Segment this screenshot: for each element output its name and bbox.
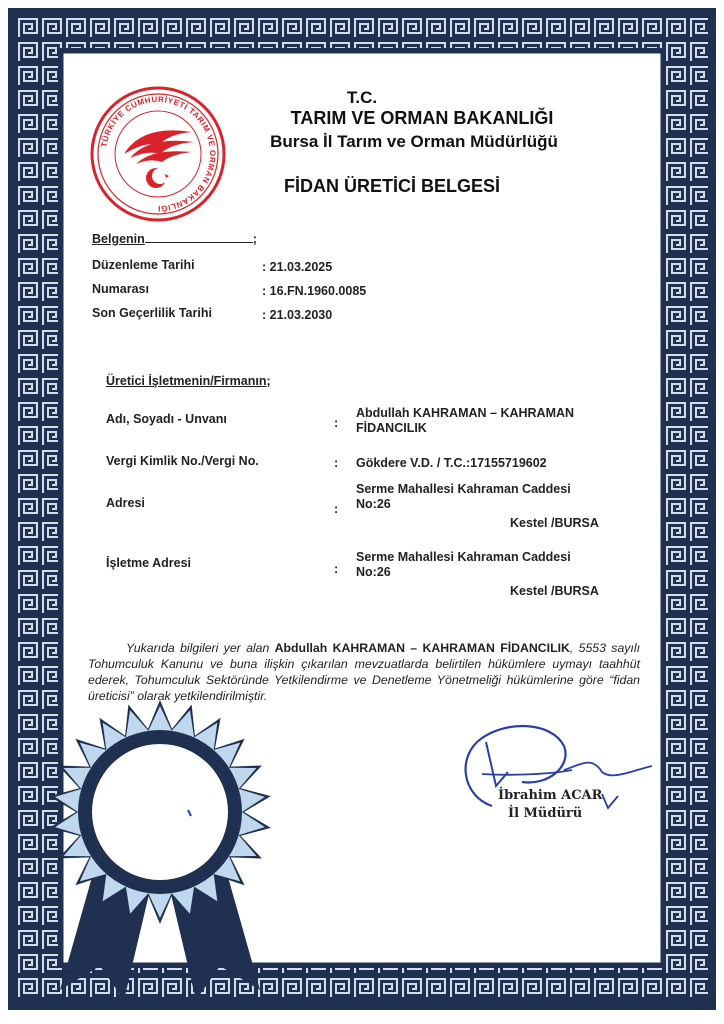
number-value: : 16.FN.1960.0085 (262, 284, 367, 298)
issue-date-label: Düzenleme Tarihi (92, 258, 195, 272)
business-address-value-line1: Serme Mahallesi Kahraman Caddesi (356, 550, 571, 564)
tax-id-label: Vergi Kimlik No./Vergi No. (106, 454, 259, 468)
ministry-name: TARIM VE ORMAN BAKANLIĞI (290, 108, 554, 128)
producer-name-value-line1: Abdullah KAHRAMAN – KAHRAMAN (356, 406, 575, 420)
producer-heading: Üretici İşletmenin/Firmanın; (106, 374, 271, 388)
address-colon: : (334, 502, 339, 516)
business-address-label: İşletme Adresi (106, 556, 191, 570)
tax-id-value: Gökdere V.D. / T.C.:17155719602 (356, 456, 547, 470)
address-value-line3: Kestel /BURSA (510, 516, 599, 530)
certificate-heading: Belgenin ; (92, 232, 257, 246)
signatory-title: İl Müdürü (508, 806, 583, 821)
tax-id-colon: : (334, 456, 339, 470)
rosette-badge (40, 700, 280, 1000)
expiry-date-value: : 21.03.2030 (262, 308, 333, 322)
seal-ring-text: TÜRKİYE CUMHURİYETİ TARIM VE ORMAN BAKANLIĞI (99, 94, 218, 214)
directorate-name: Bursa İl Tarım ve Orman Müdürlüğü (270, 132, 558, 151)
address-value-line2: No:26 (356, 497, 391, 511)
address-label: Adresi (106, 496, 145, 510)
business-address-value-line2: No:26 (356, 565, 391, 579)
header-tc: T.C. (346, 88, 378, 107)
number-label: Numarası (92, 282, 149, 296)
producer-name-value-line2: FİDANCILIK (356, 421, 427, 435)
document-title: FİDAN ÜRETİCİ BELGESİ (283, 176, 500, 196)
producer-name-label: Adı, Soyadı - Unvanı (106, 412, 227, 426)
business-address-value-line3: Kestel /BURSA (510, 584, 599, 598)
authorization-statement: Yukarıda bilgileri yer alan Abdullah KAHRAMAN – KAHRAMAN FİDANCILIK, 5553 sayılı Tohumculuk Kanunu ve buna ilişkin çıkarılan mevzuatlarda belirtilen hükümlere uymayı taahhüt ederek, Tohumculuk Sektöründe Yetkilendirme ve Denetleme Yönetmeliği hükümlerine göre “fidan üreticisi” olarak yetkilendirilmiştir. (88, 641, 640, 703)
expiry-date-label: Son Geçerlilik Tarihi (92, 306, 212, 320)
address-value-line1: Serme Mahallesi Kahraman Caddesi (356, 482, 571, 496)
business-address-colon: : (334, 562, 339, 576)
signatory-name: İbrahim ACAR (498, 788, 603, 803)
producer-name-colon: : (334, 416, 339, 430)
issue-date-value: : 21.03.2025 (262, 260, 333, 274)
